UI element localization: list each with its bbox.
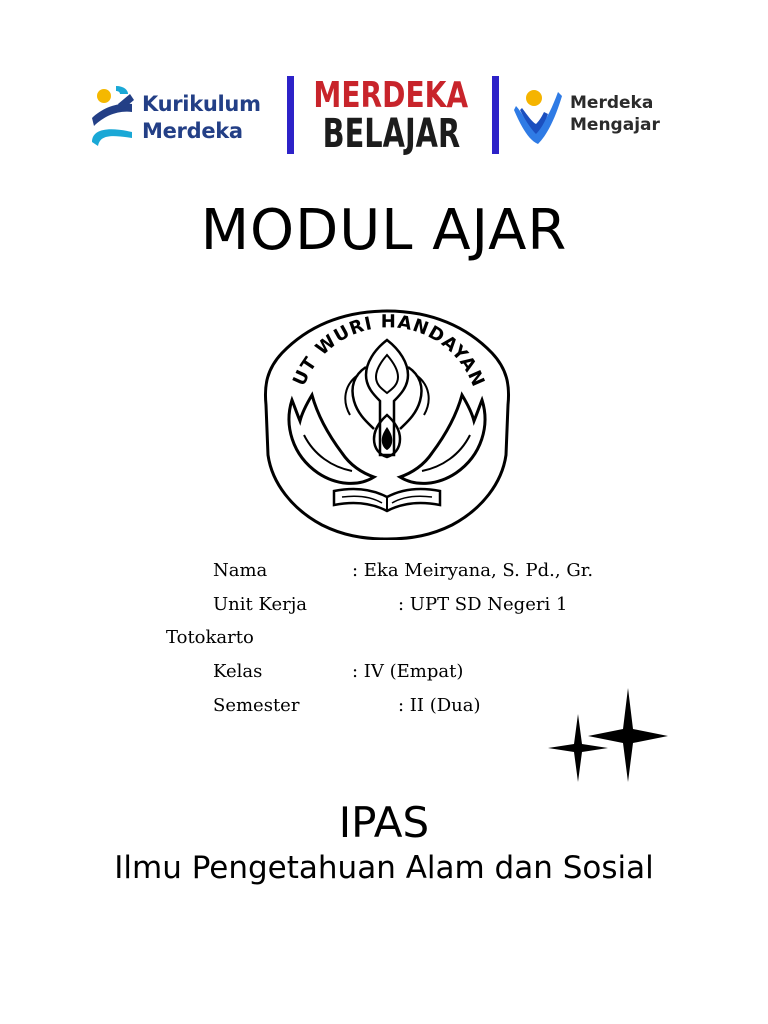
kelas-label: Kelas	[213, 661, 263, 682]
merdeka-mengajar-logo	[512, 84, 692, 154]
emblem-motto: UT WURI HANDAYAN	[289, 311, 489, 391]
kurikulum-logo-line2: Merdeka	[142, 119, 243, 143]
merdeka-mengajar-line1: Merdeka	[570, 93, 654, 113]
unit-kerja-continuation: Totokarto	[166, 627, 254, 648]
semester-value: : II (Dua)	[398, 695, 481, 716]
unit-kerja-value: : UPT SD Negeri 1	[398, 594, 568, 615]
nama-label: Nama	[213, 560, 268, 581]
sparkle-stars-icon	[546, 686, 671, 786]
kelas-value: : IV (Empat)	[352, 661, 464, 682]
kurikulum-merdeka-logo-icon	[88, 82, 140, 152]
unit-kerja-label: Unit Kerja	[213, 594, 308, 615]
nama-value: : Eka Meiryana, S. Pd., Gr.	[352, 560, 594, 581]
semester-label: Semester	[213, 695, 300, 716]
merdeka-mengajar-logo-icon	[512, 86, 564, 148]
logo-divider-left	[287, 76, 294, 154]
merdeka-belajar-logo	[305, 76, 485, 158]
subject-code: IPAS	[338, 798, 430, 847]
document-title: MODUL AJAR	[200, 198, 568, 263]
merdeka-mengajar-line2: Mengajar	[570, 115, 660, 135]
tut-wuri-handayani-emblem-icon	[262, 305, 512, 540]
logo-divider-right	[492, 76, 499, 154]
kurikulum-logo-line1: Kurikulum	[142, 92, 261, 116]
kurikulum-merdeka-logo	[88, 78, 288, 154]
subject-full-name: Ilmu Pengetahuan Alam dan Sosial	[114, 850, 654, 886]
merdeka-belajar-line2: BELAJAR	[322, 111, 461, 157]
tut-wuri-handayani-emblem	[262, 305, 512, 540]
sparkle-stars	[546, 686, 671, 786]
merdeka-belajar-line1: MERDEKA	[313, 75, 469, 116]
